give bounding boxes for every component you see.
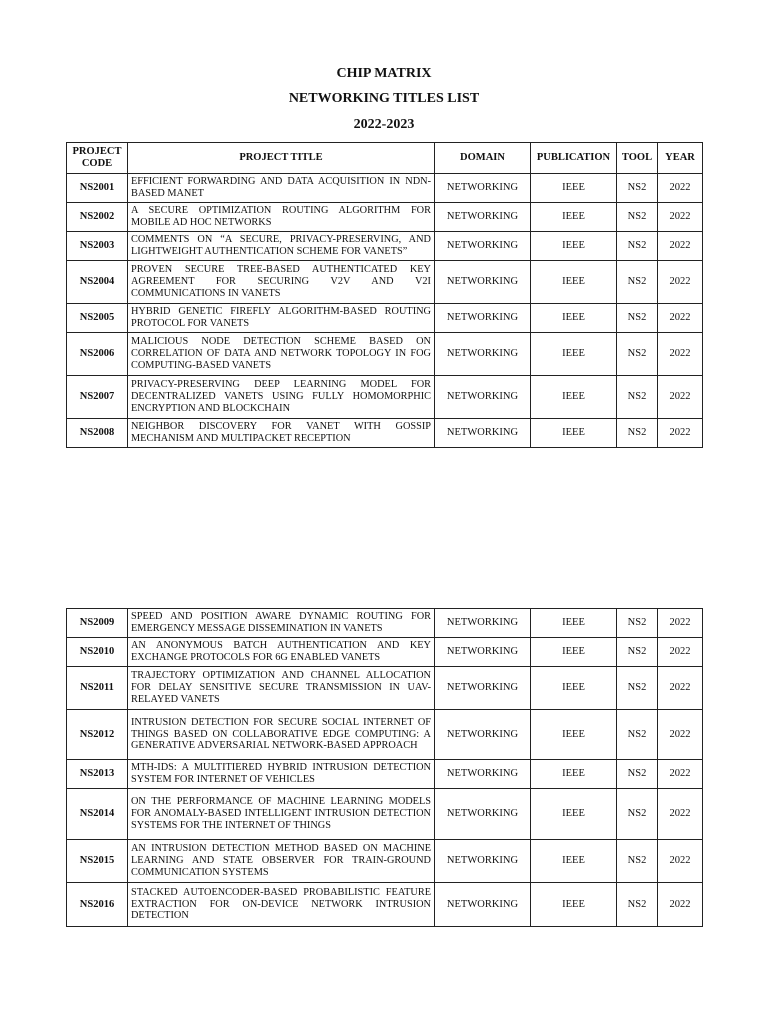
project-title-cell: ON THE PERFORMANCE OF MACHINE LEARNING MODELS FOR ANOMALY-BASED INTELLIGENT INTRUSION DETECTION SYSTEMS FOR THE INTERNET OF THINGS	[128, 789, 435, 840]
year-cell: 2022	[658, 789, 703, 840]
year-cell: 2022	[658, 174, 703, 203]
domain-cell: NETWORKING	[435, 376, 531, 419]
project-code-cell: NS2007	[67, 376, 128, 419]
year-cell: 2022	[658, 232, 703, 261]
tool-cell: NS2	[617, 840, 658, 883]
titles-table-first	[66, 142, 703, 448]
domain-cell: NETWORKING	[435, 232, 531, 261]
domain-cell: NETWORKING	[435, 710, 531, 760]
table-row	[67, 261, 703, 304]
year-cell: 2022	[658, 419, 703, 448]
table-row	[67, 174, 703, 203]
tool-cell: NS2	[617, 883, 658, 927]
project-title-cell: HYBRID GENETIC FIREFLY ALGORITHM-BASED ROUTING PROTOCOL FOR VANETS	[128, 304, 435, 333]
project-title-cell: EFFICIENT FORWARDING AND DATA ACQUISITION IN NDN-BASED MANET	[128, 174, 435, 203]
table-row	[67, 710, 703, 760]
year-cell: 2022	[658, 760, 703, 789]
year-range: 2022-2023	[353, 117, 415, 132]
domain-cell: NETWORKING	[435, 789, 531, 840]
domain-cell: NETWORKING	[435, 304, 531, 333]
project-code-cell: NS2012	[67, 710, 128, 760]
publication-cell: IEEE	[531, 760, 617, 789]
tool-cell: NS2	[617, 667, 658, 710]
project-title-cell: AN ANONYMOUS BATCH AUTHENTICATION AND KEY EXCHANGE PROTOCOLS FOR 6G ENABLED VANETS	[128, 638, 435, 667]
project-title-cell: A SECURE OPTIMIZATION ROUTING ALGORITHM FOR MOBILE AD HOC NETWORKS	[128, 203, 435, 232]
year-cell: 2022	[658, 883, 703, 927]
table-row	[67, 638, 703, 667]
tool-cell: NS2	[617, 609, 658, 638]
project-code-cell: NS2014	[67, 789, 128, 840]
tool-cell: NS2	[617, 789, 658, 840]
publication-cell: IEEE	[531, 883, 617, 927]
tool-cell: NS2	[617, 419, 658, 448]
project-code-cell: NS2015	[67, 840, 128, 883]
header-year: YEAR	[658, 143, 703, 174]
table-row	[67, 760, 703, 789]
project-code-cell: NS2010	[67, 638, 128, 667]
header-project-code: PROJECT CODE	[67, 143, 128, 174]
year-cell: 2022	[658, 304, 703, 333]
table-row	[67, 883, 703, 927]
domain-cell: NETWORKING	[435, 667, 531, 710]
project-title-cell: INTRUSION DETECTION FOR SECURE SOCIAL INTERNET OF THINGS BASED ON COLLABORATIVE EDGE COMPUTING: A GENERATIVE ADVERSARIAL NETWORK-BASED APPROACH	[128, 710, 435, 760]
domain-cell: NETWORKING	[435, 638, 531, 667]
project-code-cell: NS2006	[67, 333, 128, 376]
table-row	[67, 667, 703, 710]
domain-cell: NETWORKING	[435, 419, 531, 448]
year-cell: 2022	[658, 203, 703, 232]
tool-cell: NS2	[617, 376, 658, 419]
project-title-cell: AN INTRUSION DETECTION METHOD BASED ON MACHINE LEARNING AND STATE OBSERVER FOR TRAIN-GROUND COMMUNICATION SYSTEMS	[128, 840, 435, 883]
domain-cell: NETWORKING	[435, 609, 531, 638]
table-row	[67, 609, 703, 638]
publication-cell: IEEE	[531, 304, 617, 333]
project-code-cell: NS2002	[67, 203, 128, 232]
domain-cell: NETWORKING	[435, 883, 531, 927]
year-cell: 2022	[658, 376, 703, 419]
project-title-cell: SPEED AND POSITION AWARE DYNAMIC ROUTING FOR EMERGENCY MESSAGE DISSEMINATION IN VANETS	[128, 609, 435, 638]
project-code-cell: NS2011	[67, 667, 128, 710]
year-cell: 2022	[658, 667, 703, 710]
publication-cell: IEEE	[531, 261, 617, 304]
year-cell: 2022	[658, 638, 703, 667]
table-row	[67, 203, 703, 232]
titles-table-second	[66, 608, 703, 927]
table-row	[67, 333, 703, 376]
publication-cell: IEEE	[531, 333, 617, 376]
publication-cell: IEEE	[531, 419, 617, 448]
domain-cell: NETWORKING	[435, 203, 531, 232]
header-publication: PUBLICATION	[531, 143, 617, 174]
company-name: CHIP MATRIX	[336, 66, 432, 81]
project-title-cell: PRIVACY-PRESERVING DEEP LEARNING MODEL FOR DECENTRALIZED VANETS USING FULLY HOMOMORPHIC ENCRYPTION AND BLOCKCHAIN	[128, 376, 435, 419]
publication-cell: IEEE	[531, 174, 617, 203]
list-title: NETWORKING TITLES LIST	[288, 91, 480, 106]
tool-cell: NS2	[617, 261, 658, 304]
project-title-cell: MALICIOUS NODE DETECTION SCHEME BASED ON CORRELATION OF DATA AND NETWORK TOPOLOGY IN FOG COMPUTING-BASED VANETS	[128, 333, 435, 376]
header-project-title: PROJECT TITLE	[128, 143, 435, 174]
project-title-cell: NEIGHBOR DISCOVERY FOR VANET WITH GOSSIP MECHANISM AND MULTIPACKET RECEPTION	[128, 419, 435, 448]
table-row	[67, 419, 703, 448]
table-header-row	[67, 143, 703, 174]
tool-cell: NS2	[617, 304, 658, 333]
project-code-cell: NS2004	[67, 261, 128, 304]
header-domain: DOMAIN	[435, 143, 531, 174]
table-row	[67, 304, 703, 333]
table-row	[67, 789, 703, 840]
project-code-cell: NS2001	[67, 174, 128, 203]
project-code-cell: NS2008	[67, 419, 128, 448]
publication-cell: IEEE	[531, 376, 617, 419]
domain-cell: NETWORKING	[435, 261, 531, 304]
project-code-cell: NS2016	[67, 883, 128, 927]
publication-cell: IEEE	[531, 789, 617, 840]
project-code-cell: NS2005	[67, 304, 128, 333]
year-cell: 2022	[658, 840, 703, 883]
year-cell: 2022	[658, 710, 703, 760]
publication-cell: IEEE	[531, 609, 617, 638]
table-row	[67, 232, 703, 261]
domain-cell: NETWORKING	[435, 760, 531, 789]
project-code-cell: NS2013	[67, 760, 128, 789]
year-cell: 2022	[658, 609, 703, 638]
project-title-cell: TRAJECTORY OPTIMIZATION AND CHANNEL ALLOCATION FOR DELAY SENSITIVE SECURE TRANSMISSION IN UAV-RELAYED VANETS	[128, 667, 435, 710]
publication-cell: IEEE	[531, 203, 617, 232]
publication-cell: IEEE	[531, 840, 617, 883]
tool-cell: NS2	[617, 638, 658, 667]
publication-cell: IEEE	[531, 667, 617, 710]
publication-cell: IEEE	[531, 710, 617, 760]
year-cell: 2022	[658, 261, 703, 304]
domain-cell: NETWORKING	[435, 840, 531, 883]
tool-cell: NS2	[617, 333, 658, 376]
project-title-cell: PROVEN SECURE TREE-BASED AUTHENTICATED KEY AGREEMENT FOR SECURING V2V AND V2I COMMUNICATIONS IN VANETS	[128, 261, 435, 304]
tool-cell: NS2	[617, 174, 658, 203]
tool-cell: NS2	[617, 760, 658, 789]
project-title-cell: COMMENTS ON “A SECURE, PRIVACY-PRESERVING, AND LIGHTWEIGHT AUTHENTICATION SCHEME FOR VANETS”	[128, 232, 435, 261]
domain-cell: NETWORKING	[435, 174, 531, 203]
tool-cell: NS2	[617, 710, 658, 760]
header-tool: TOOL	[617, 143, 658, 174]
tool-cell: NS2	[617, 232, 658, 261]
publication-cell: IEEE	[531, 232, 617, 261]
table-row	[67, 376, 703, 419]
project-code-cell: NS2009	[67, 609, 128, 638]
year-cell: 2022	[658, 333, 703, 376]
table-row	[67, 840, 703, 883]
project-code-cell: NS2003	[67, 232, 128, 261]
project-title-cell: MTH-IDS: A MULTITIERED HYBRID INTRUSION DETECTION SYSTEM FOR INTERNET OF VEHICLES	[128, 760, 435, 789]
publication-cell: IEEE	[531, 638, 617, 667]
project-title-cell: STACKED AUTOENCODER-BASED PROBABILISTIC FEATURE EXTRACTION FOR ON-DEVICE NETWORK INTRUSION DETECTION	[128, 883, 435, 927]
tool-cell: NS2	[617, 203, 658, 232]
domain-cell: NETWORKING	[435, 333, 531, 376]
